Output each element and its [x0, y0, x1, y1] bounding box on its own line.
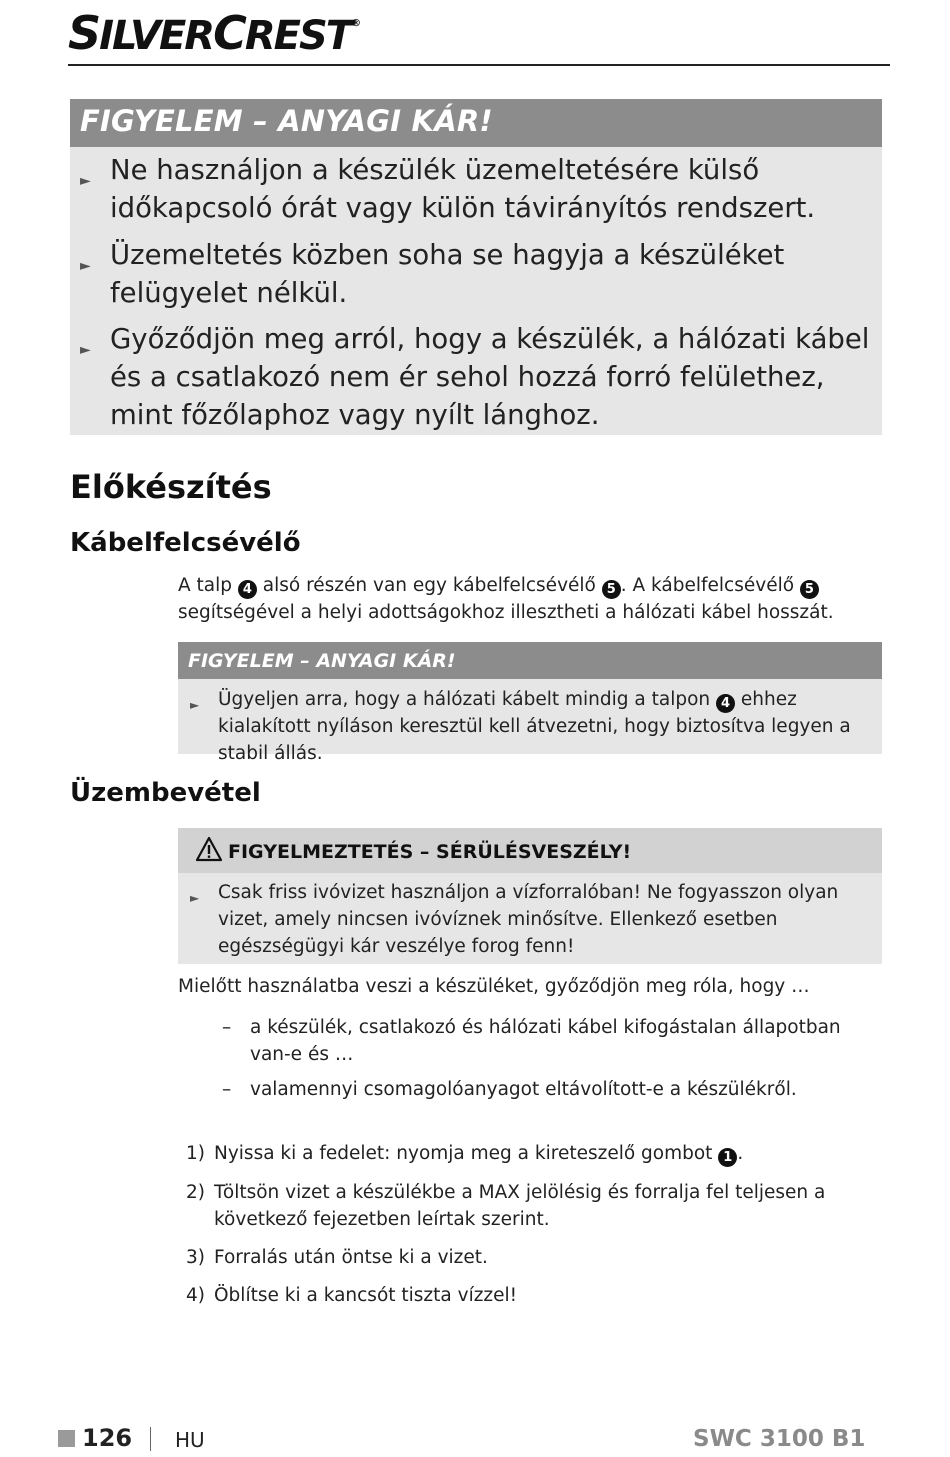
- section-heading-commissioning: Üzembevétel: [70, 778, 261, 808]
- warning-main-title: FIGYELEM – ANYAGI KÁR!: [80, 104, 493, 138]
- part-number-badge: 4: [716, 694, 735, 713]
- brand-logo: SILVERCREST®: [68, 6, 360, 60]
- part-number-badge: 5: [800, 580, 819, 599]
- subheading-cable-winder: Kábelfelcsévélő: [70, 528, 301, 558]
- part-number-badge: 5: [602, 580, 621, 599]
- part-number-badge: 1: [718, 1148, 737, 1167]
- header-rule: [68, 64, 890, 66]
- arrow-bullet-icon: ►: [80, 342, 91, 358]
- warning-main-item: ► Győződjön meg arról, hogy a készülék, a hálózati kábel és a csatlakozó nem ér sehol hozzá forró felülethez, mint főzőlaphoz vagy nyílt lánghoz.: [80, 323, 870, 431]
- registered-mark: ®: [351, 18, 360, 29]
- warning-cable-title: FIGYELEM – ANYAGI KÁR!: [188, 650, 456, 672]
- warning-main-item: ► Üzemeltetés közben soha se hagyja a készüléket felügyelet nélkül.: [80, 239, 785, 309]
- arrow-bullet-icon: ►: [190, 698, 200, 712]
- arrow-bullet-icon: ►: [190, 891, 200, 905]
- warning-triangle-icon: [195, 836, 223, 866]
- model-number: SWC 3100 B1: [693, 1426, 866, 1452]
- footer-square-icon: [58, 1430, 75, 1447]
- warning-main-item: ► Ne használjon a készülék üzemeltetésére külső időkapcsoló órát vagy külön távirányítós rendszert.: [80, 154, 816, 224]
- section-heading-preparation: Előkészítés: [70, 468, 272, 506]
- page-number: 126: [82, 1424, 133, 1452]
- commissioning-intro: Mielőtt használatba veszi a készüléket, győződjön meg róla, hogy …: [178, 976, 810, 997]
- step-item: 3) Forralás után öntse ki a vizet.: [186, 1247, 488, 1268]
- step-item: 1) Nyissa ki a fedelet: nyomja meg a kireteszelő gombot 1 .: [186, 1143, 744, 1165]
- part-number-badge: 4: [238, 580, 257, 599]
- cable-winder-paragraph: A talp 4 alsó részén van egy kábelfelcsévélő 5 . A kábelfelcsévélő 5 segítségével a helyi adottságokhoz illesztheti a hálózati kábel hosszát.: [178, 575, 834, 623]
- check-list-item: – valamennyi csomagolóanyagot eltávolított-e a készülékről.: [222, 1079, 797, 1100]
- arrow-bullet-icon: ►: [80, 173, 91, 189]
- step-item: 2) Töltsön vizet a készülékbe a MAX jelölésig és forralja fel teljesen a következő fejezetben leírtak szerint.: [186, 1182, 826, 1230]
- warning-injury-title: FIGYELMEZTETÉS – SÉRÜLÉSVESZÉLY!: [228, 841, 632, 863]
- warning-injury-item: ► Csak friss ivóvizet használjon a vízforralóban! Ne fogyasszon olyan vizet, amely nincsen ivóvíznek minősítve. Ellenkező esetben egészségügyi kár veszélye forog fenn!: [190, 882, 839, 957]
- footer-divider: [150, 1427, 151, 1451]
- check-list-item: – a készülék, csatlakozó és hálózati kábel kifogástalan állapotban van-e és …: [222, 1017, 841, 1065]
- language-code: HU: [175, 1428, 205, 1452]
- step-item: 4) Öblítse ki a kancsót tiszta vízzel!: [186, 1285, 518, 1306]
- arrow-bullet-icon: ►: [80, 258, 91, 274]
- warning-cable-item: ► Ügyeljen arra, hogy a hálózati kábelt mindig a talpon 4 ehhez kialakított nyíláson keresztül kell átvezetni, hogy biztosítva legyen a stabil állás.: [190, 689, 851, 764]
